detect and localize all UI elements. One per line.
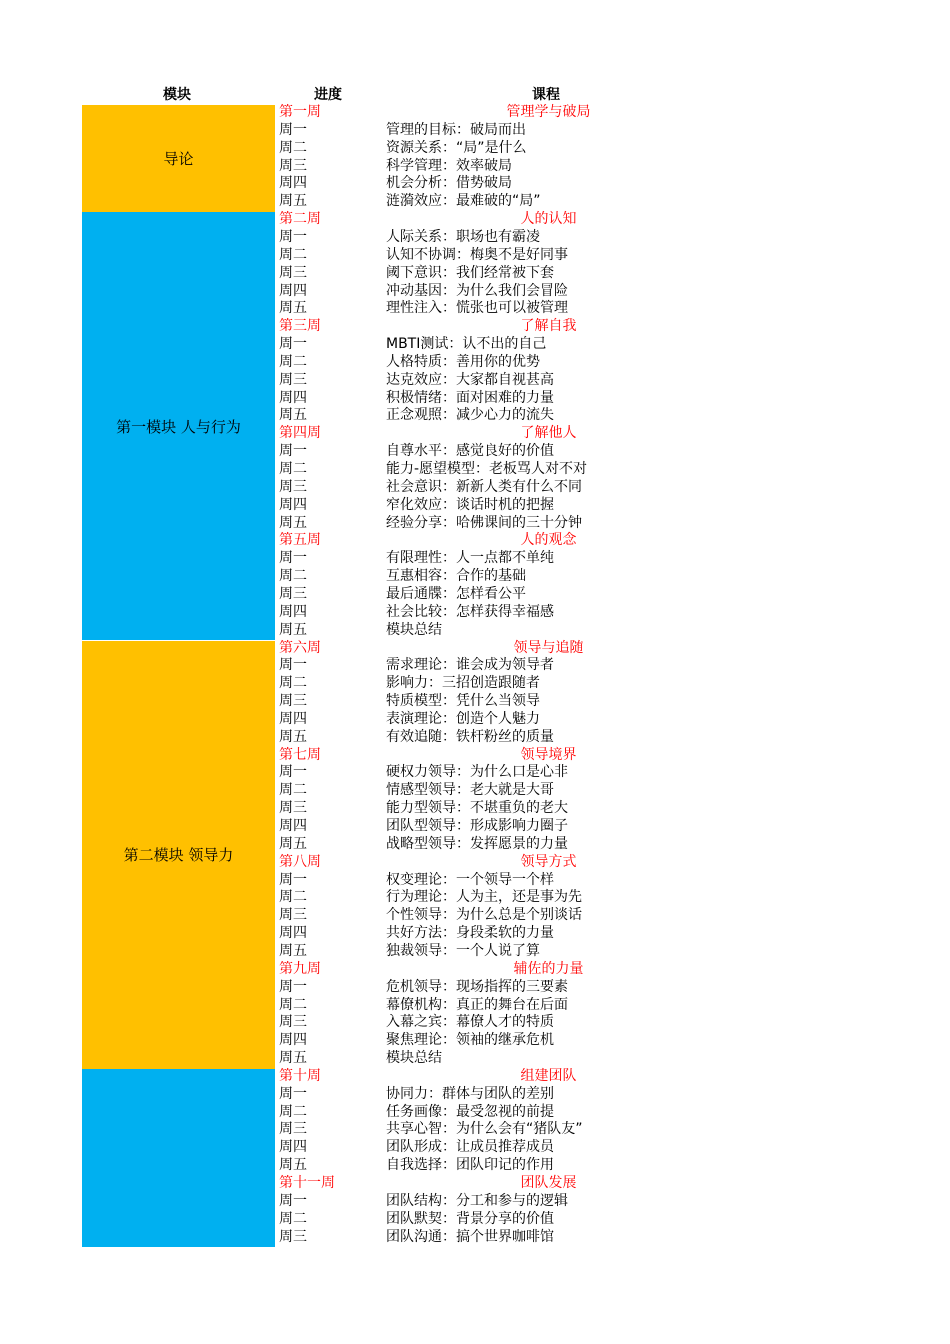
course-title: 理性注入：慌张也可以被管理 xyxy=(386,300,568,317)
day-row xyxy=(0,675,950,693)
week-row xyxy=(0,532,950,550)
day-row xyxy=(0,800,950,818)
week-title: 领导与追随 xyxy=(513,639,584,656)
day-row xyxy=(0,407,950,425)
day-row xyxy=(0,997,950,1015)
day-label: 周一 xyxy=(279,1085,307,1102)
week-title: 管理学与破局 xyxy=(506,104,591,120)
course-title: 团队默契：背景分享的价值 xyxy=(386,1210,554,1227)
course-title: 硬权力领导：为什么口是心非 xyxy=(386,764,568,781)
day-row xyxy=(0,1229,950,1247)
week-row xyxy=(0,640,950,658)
course-title: 积极情绪：面对困难的力量 xyxy=(386,389,554,406)
day-label: 周二 xyxy=(279,782,307,799)
day-label: 周三 xyxy=(279,907,307,924)
day-label: 周二 xyxy=(279,996,307,1013)
day-row xyxy=(0,568,950,586)
week-title: 领导境界 xyxy=(520,746,577,763)
course-title: 共好方法：身段柔软的力量 xyxy=(386,925,554,942)
week-row xyxy=(0,1175,950,1193)
day-label: 周五 xyxy=(279,835,307,852)
day-row xyxy=(0,1014,950,1032)
day-label: 周五 xyxy=(279,193,307,210)
day-row xyxy=(0,479,950,497)
course-title: 影响力：三招创造跟随者 xyxy=(386,675,540,692)
day-label: 周一 xyxy=(279,336,307,353)
day-label: 周二 xyxy=(279,889,307,906)
course-title: 行为理论：人为主，还是事为先 xyxy=(386,889,582,906)
course-title: 幕僚机构：真正的舞台在后面 xyxy=(386,996,568,1013)
module-label: 导论 xyxy=(163,150,194,169)
day-row xyxy=(0,140,950,158)
day-row xyxy=(0,836,950,854)
day-row xyxy=(0,764,950,782)
week-title: 团队发展 xyxy=(520,1175,577,1191)
day-label: 周一 xyxy=(279,550,307,567)
day-row xyxy=(0,729,950,747)
day-label: 周四 xyxy=(279,282,307,299)
day-label: 周一 xyxy=(279,978,307,995)
week-label: 第七周 xyxy=(279,746,321,763)
day-label: 周三 xyxy=(279,157,307,174)
course-title: 协同力：群体与团队的差别 xyxy=(386,1085,554,1102)
day-label: 周四 xyxy=(279,925,307,942)
day-row xyxy=(0,1086,950,1104)
day-label: 周一 xyxy=(279,871,307,888)
day-row xyxy=(0,229,950,247)
header-course: 课程 xyxy=(532,87,560,103)
day-row xyxy=(0,158,950,176)
day-row xyxy=(0,1139,950,1157)
course-title: 自尊水平：感觉良好的价值 xyxy=(386,443,554,460)
day-row xyxy=(0,1121,950,1139)
day-label: 周二 xyxy=(279,461,307,477)
course-title: 管理的目标：破局而出 xyxy=(386,121,526,138)
course-title: 人际关系：职场也有霸凌 xyxy=(386,228,540,245)
day-row xyxy=(0,283,950,301)
day-label: 周一 xyxy=(279,1192,307,1209)
day-label: 周三 xyxy=(279,1228,307,1245)
day-row xyxy=(0,943,950,961)
week-label: 第八周 xyxy=(279,853,321,870)
week-row xyxy=(0,318,950,336)
day-row xyxy=(0,497,950,515)
day-row xyxy=(0,390,950,408)
course-title: 聚焦理论：领袖的继承危机 xyxy=(386,1032,554,1049)
course-title: 社会比较：怎样获得幸福感 xyxy=(386,603,554,620)
course-title: 互惠相容：合作的基础 xyxy=(386,568,526,585)
day-row xyxy=(0,693,950,711)
course-title: 自我选择：团队印记的作用 xyxy=(386,1157,554,1174)
week-row xyxy=(0,211,950,229)
course-title: 认知不协调：梅奥不是好同事 xyxy=(386,246,568,263)
day-label: 周五 xyxy=(279,514,307,531)
week-label: 第六周 xyxy=(279,639,321,656)
course-title: 团队型领导：形成影响力圈子 xyxy=(386,818,568,834)
day-label: 周一 xyxy=(279,764,307,781)
header-progress: 进度 xyxy=(314,87,342,103)
course-title: 模块总结 xyxy=(386,621,442,638)
week-row xyxy=(0,961,950,979)
course-title: MBTI测试：认不出的自己 xyxy=(386,336,547,353)
day-row xyxy=(0,622,950,640)
day-row xyxy=(0,443,950,461)
day-row xyxy=(0,336,950,354)
week-label: 第三周 xyxy=(279,318,321,335)
day-label: 周二 xyxy=(279,139,307,156)
day-label: 周四 xyxy=(279,175,307,192)
day-row xyxy=(0,782,950,800)
day-label: 周五 xyxy=(279,621,307,638)
week-label: 第四周 xyxy=(279,425,321,442)
course-title: 人格特质：善用你的优势 xyxy=(386,353,540,370)
course-title: 最后通牒：怎样看公平 xyxy=(386,585,526,602)
week-row xyxy=(0,747,950,765)
day-label: 周四 xyxy=(279,496,307,513)
week-row xyxy=(0,1068,950,1086)
course-title: 社会意识：新新人类有什么不同 xyxy=(386,478,582,495)
course-title: 战略型领导：发挥愿景的力量 xyxy=(386,835,568,852)
course-title: 表演理论：创造个人魅力 xyxy=(386,710,540,727)
day-label: 周三 xyxy=(279,800,307,817)
week-row xyxy=(0,425,950,443)
day-label: 周一 xyxy=(279,228,307,245)
day-label: 周二 xyxy=(279,246,307,263)
course-title: 危机领导：现场指挥的三要素 xyxy=(386,978,568,995)
week-title: 了解自我 xyxy=(520,318,577,335)
day-row xyxy=(0,979,950,997)
course-title: 达克效应：大家都自视甚高 xyxy=(386,371,554,388)
week-label: 第十周 xyxy=(279,1067,321,1084)
day-row xyxy=(0,1211,950,1229)
day-label: 周四 xyxy=(279,389,307,406)
day-label: 周四 xyxy=(279,1032,307,1049)
week-row xyxy=(0,854,950,872)
week-title: 人的认知 xyxy=(520,211,577,228)
day-label: 周二 xyxy=(279,353,307,370)
day-row xyxy=(0,265,950,283)
course-title: 情感型领导：老大就是大哥 xyxy=(386,782,554,799)
day-label: 周一 xyxy=(279,443,307,460)
course-title: 共享心智：为什么会有“猪队友” xyxy=(386,1121,583,1138)
day-row xyxy=(0,122,950,140)
day-label: 周三 xyxy=(279,1121,307,1138)
day-row xyxy=(0,550,950,568)
course-title: 科学管理：效率破局 xyxy=(386,157,512,174)
day-row xyxy=(0,354,950,372)
day-row xyxy=(0,1032,950,1050)
day-row xyxy=(0,1104,950,1122)
day-label: 周四 xyxy=(279,818,307,834)
module-label: 第一模块 人与行为 xyxy=(116,417,241,436)
course-title: 团队形成：让成员推荐成员 xyxy=(386,1139,554,1156)
day-row xyxy=(0,1193,950,1211)
course-title: 特质模型：凭什么当领导 xyxy=(386,693,540,710)
header-module: 模块 xyxy=(163,87,191,103)
course-title: 团队结构：分工和参与的逻辑 xyxy=(386,1192,568,1209)
day-label: 周五 xyxy=(279,300,307,317)
week-title: 领导方式 xyxy=(520,853,577,870)
day-label: 周三 xyxy=(279,585,307,602)
course-title: 冲动基因：为什么我们会冒险 xyxy=(386,282,568,299)
day-label: 周三 xyxy=(279,264,307,281)
day-row xyxy=(0,300,950,318)
course-title: 团队沟通：搞个世界咖啡馆 xyxy=(386,1228,554,1245)
day-row xyxy=(0,1157,950,1175)
day-row xyxy=(0,586,950,604)
day-label: 周三 xyxy=(279,478,307,495)
course-title: 窄化效应：谈话时机的把握 xyxy=(386,496,554,513)
course-title: 模块总结 xyxy=(386,1050,442,1067)
week-label: 第一周 xyxy=(279,104,321,120)
day-row xyxy=(0,711,950,729)
day-label: 周四 xyxy=(279,1139,307,1156)
week-row xyxy=(0,104,950,122)
day-row xyxy=(0,247,950,265)
day-label: 周一 xyxy=(279,657,307,674)
day-row xyxy=(0,872,950,890)
course-title: 资源关系：“局”是什么 xyxy=(386,139,527,156)
day-label: 周五 xyxy=(279,728,307,745)
day-label: 周二 xyxy=(279,1103,307,1120)
week-title: 组建团队 xyxy=(520,1067,577,1084)
day-row xyxy=(0,818,950,836)
day-label: 周四 xyxy=(279,710,307,727)
day-row xyxy=(0,889,950,907)
week-label: 第十一周 xyxy=(279,1175,335,1191)
day-row xyxy=(0,193,950,211)
week-label: 第五周 xyxy=(279,532,321,549)
day-label: 周三 xyxy=(279,693,307,710)
course-title: 有效追随：铁杆粉丝的质量 xyxy=(386,728,554,745)
course-title: 涟漪效应：最难破的“局” xyxy=(386,193,541,210)
course-title: 能力-愿望模型：老板骂人对不对 xyxy=(386,461,588,477)
day-row xyxy=(0,1050,950,1068)
day-row xyxy=(0,461,950,479)
week-title: 了解他人 xyxy=(520,425,577,442)
day-label: 周三 xyxy=(279,1014,307,1031)
course-title: 入幕之宾：幕僚人才的特质 xyxy=(386,1014,554,1031)
course-title: 任务画像：最受忽视的前提 xyxy=(386,1103,554,1120)
day-label: 周五 xyxy=(279,407,307,424)
course-title: 阈下意识：我们经常被下套 xyxy=(386,264,554,281)
course-title: 权变理论：一个领导一个样 xyxy=(386,871,554,888)
day-row xyxy=(0,604,950,622)
week-title: 辅佐的力量 xyxy=(513,960,584,977)
day-label: 周五 xyxy=(279,942,307,959)
day-row xyxy=(0,907,950,925)
day-label: 周一 xyxy=(279,121,307,138)
day-label: 周五 xyxy=(279,1050,307,1067)
course-title: 需求理论：谁会成为领导者 xyxy=(386,657,554,674)
course-title: 能力型领导：不堪重负的老大 xyxy=(386,800,568,817)
course-title: 有限理性：人一点都不单纯 xyxy=(386,550,554,567)
course-title: 经验分享：哈佛课间的三十分钟 xyxy=(386,514,582,531)
course-title: 正念观照：减少心力的流失 xyxy=(386,407,554,424)
module-label: 第二模块 领导力 xyxy=(123,846,234,865)
day-row xyxy=(0,515,950,533)
day-row xyxy=(0,925,950,943)
day-label: 周二 xyxy=(279,568,307,585)
week-label: 第九周 xyxy=(279,960,321,977)
week-title: 人的观念 xyxy=(520,532,577,549)
course-title: 个性领导：为什么总是个别谈话 xyxy=(386,907,582,924)
day-label: 周二 xyxy=(279,1210,307,1227)
course-title: 独裁领导：一个人说了算 xyxy=(386,942,540,959)
day-row xyxy=(0,175,950,193)
day-label: 周五 xyxy=(279,1157,307,1174)
day-row xyxy=(0,372,950,390)
day-label: 周四 xyxy=(279,603,307,620)
day-row xyxy=(0,657,950,675)
course-title: 机会分析：借势破局 xyxy=(386,175,512,192)
day-label: 周二 xyxy=(279,675,307,692)
day-label: 周三 xyxy=(279,371,307,388)
week-label: 第二周 xyxy=(279,211,321,228)
